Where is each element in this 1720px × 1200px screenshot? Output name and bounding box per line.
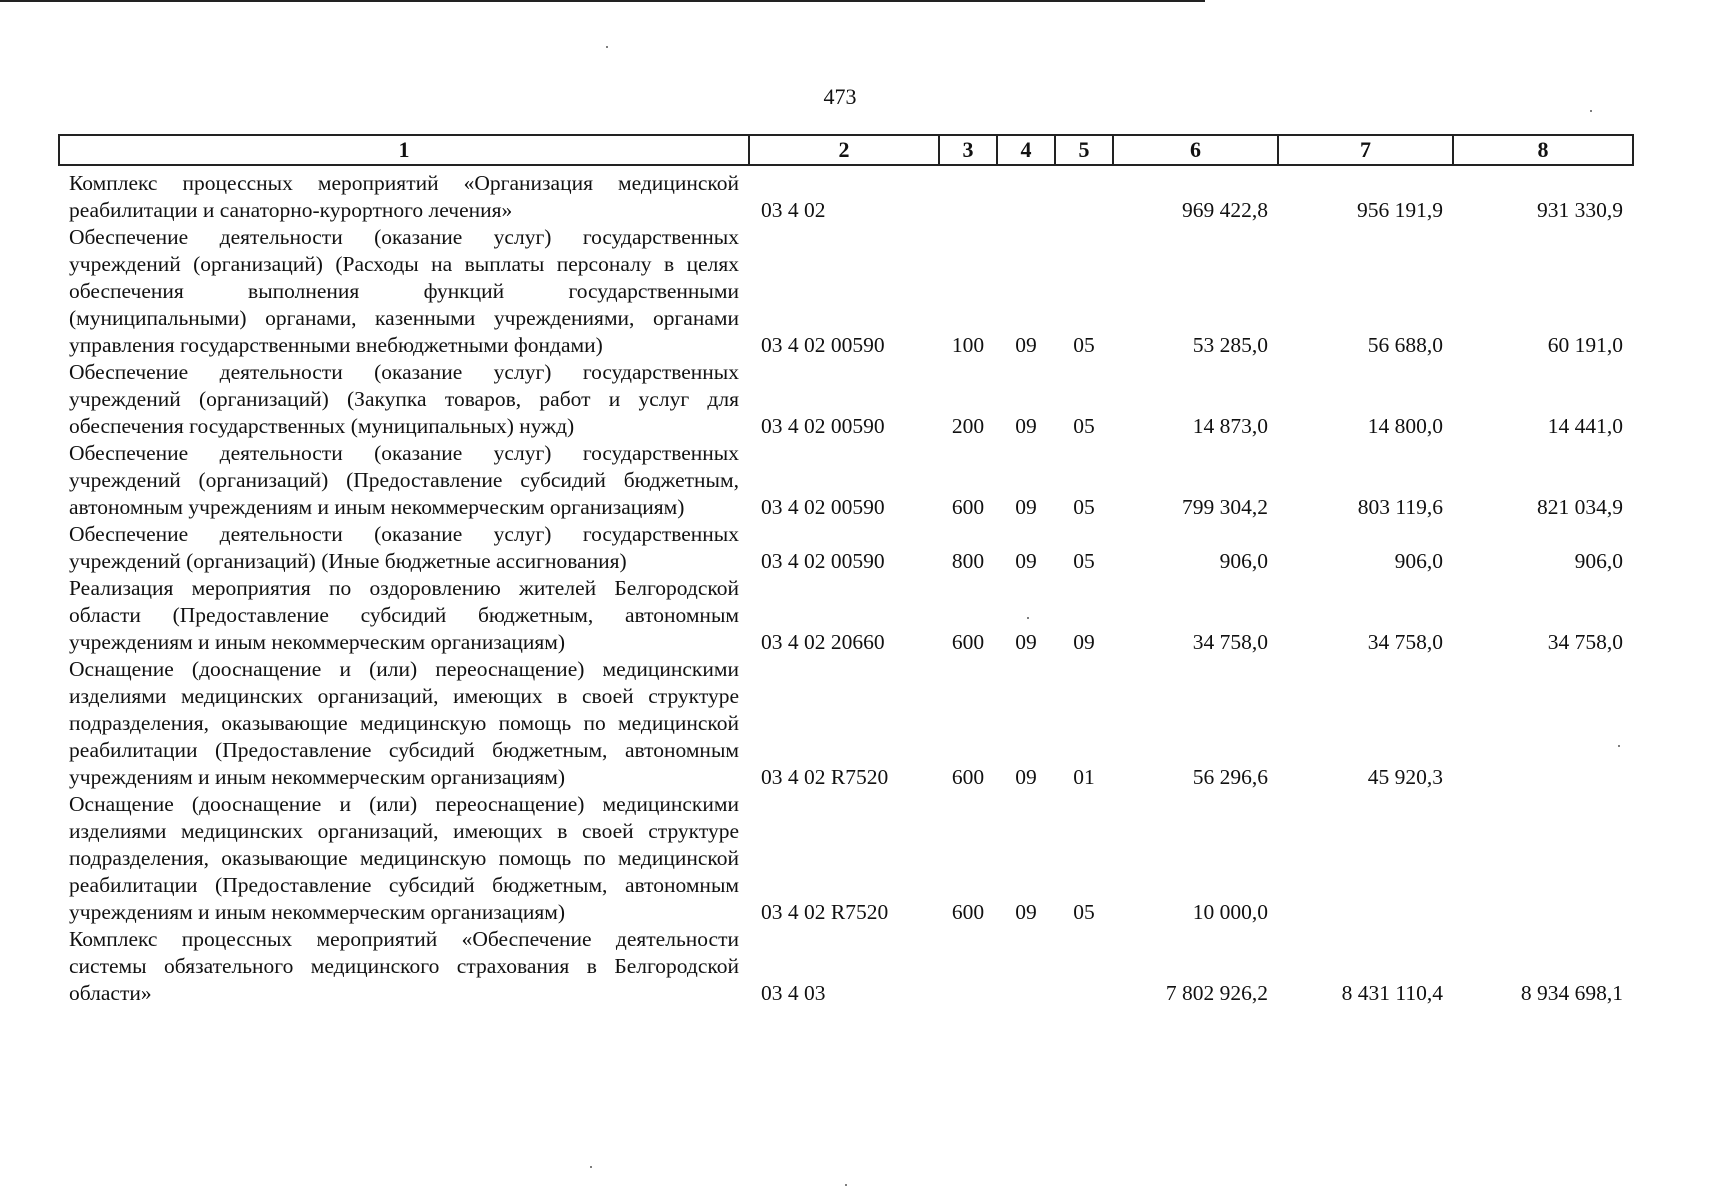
row-code: 03 4 02 00590 <box>761 333 885 357</box>
row-col8: 34 758,0 <box>1547 630 1623 654</box>
row-col6: 799 304,2 <box>1182 495 1268 519</box>
column-header: 5 <box>1055 135 1113 165</box>
row-col5: 01 <box>1073 765 1095 789</box>
row-col7: 906,0 <box>1394 549 1443 573</box>
row-description: Комплекс процессных мероприятий «Организация медицинской реабилитации и санаторно-курортного лечения» <box>69 171 739 222</box>
row-col7: 56 688,0 <box>1367 333 1443 357</box>
scan-speck <box>606 46 608 48</box>
row-col6: 7 802 926,2 <box>1165 981 1268 1005</box>
row-col7: 14 800,0 <box>1367 414 1443 438</box>
table-row <box>59 926 1633 1007</box>
column-header: 8 <box>1453 135 1633 165</box>
row-description: Обеспечение деятельности (оказание услуг) государственных учреждений (организаций) (Иные бюджетные ассигнования) <box>69 522 739 573</box>
row-col6: 14 873,0 <box>1192 414 1268 438</box>
row-code: 03 4 02 00590 <box>761 549 885 573</box>
row-code: 03 4 02 00590 <box>761 495 885 519</box>
row-col6: 56 296,6 <box>1192 765 1268 789</box>
scan-speck <box>1590 110 1592 112</box>
row-col3: 200 <box>951 414 985 438</box>
row-col5: 05 <box>1073 495 1095 519</box>
row-col3: 600 <box>951 630 985 654</box>
column-header: 4 <box>997 135 1055 165</box>
row-col8: 8 934 698,1 <box>1520 981 1623 1005</box>
row-description: Обеспечение деятельности (оказание услуг) государственных учреждений (организаций) (Предоставление субсидий бюджетным, автономным учреждениям и иным некоммерческим организациям) <box>69 441 739 519</box>
row-description: Оснащение (дооснащение и (или) переоснащение) медицинскими изделиями медицинских организаций, имеющих в своей структуре подразделения, оказывающие медицинскую помощь по медицинской реабилитации (Предоставление субсидий бюджетным, автономным учреждениям и иным некоммерческим организациям) <box>69 657 739 789</box>
budget-table <box>58 134 1634 1007</box>
row-col4: 09 <box>1015 495 1037 519</box>
row-col5: 05 <box>1073 549 1095 573</box>
row-col3 <box>939 926 997 1007</box>
row-col3 <box>939 165 997 224</box>
row-col7: 45 920,3 <box>1367 765 1443 789</box>
table-row <box>59 575 1633 656</box>
column-header: 1 <box>59 135 749 165</box>
row-col8: 60 191,0 <box>1547 333 1623 357</box>
row-description: Оснащение (дооснащение и (или) переоснащение) медицинскими изделиями медицинских организаций, имеющих в своей структуре подразделения, оказывающие медицинскую помощь по медицинской реабилитации (Предоставление субсидий бюджетным, автономным учреждениям и иным некоммерческим организациям) <box>69 792 739 924</box>
table-row <box>59 359 1633 440</box>
row-col5: 05 <box>1073 900 1095 924</box>
row-col6: 34 758,0 <box>1192 630 1268 654</box>
row-col7: 34 758,0 <box>1367 630 1443 654</box>
row-col5: 09 <box>1073 630 1095 654</box>
row-col4 <box>997 926 1055 1007</box>
scan-top-rule <box>0 0 1205 2</box>
row-code: 03 4 03 <box>761 981 826 1005</box>
row-col4: 09 <box>1015 765 1037 789</box>
row-col5 <box>1055 165 1113 224</box>
row-col7: 956 191,9 <box>1357 198 1443 222</box>
column-header: 3 <box>939 135 997 165</box>
table-row <box>59 165 1633 224</box>
row-col8: 821 034,9 <box>1537 495 1623 519</box>
row-code: 03 4 02 R7520 <box>761 765 889 789</box>
column-header: 2 <box>749 135 939 165</box>
row-col5 <box>1055 926 1113 1007</box>
row-description: Обеспечение деятельности (оказание услуг) государственных учреждений (организаций) (Расходы на выплаты персоналу в целях обеспечения выполнения функций государственными (муниципальными) органами, казенными учреждениями, органами управления государственными внебюджетными фондами) <box>69 225 739 357</box>
row-col7 <box>1278 791 1453 926</box>
row-col8 <box>1453 791 1633 926</box>
row-col8: 14 441,0 <box>1547 414 1623 438</box>
column-header: 7 <box>1278 135 1453 165</box>
table-row <box>59 791 1633 926</box>
table-row <box>59 656 1633 791</box>
row-col3: 600 <box>951 495 985 519</box>
row-col6: 53 285,0 <box>1192 333 1268 357</box>
row-col4 <box>997 165 1055 224</box>
row-code: 03 4 02 R7520 <box>761 900 889 924</box>
table-row <box>59 521 1633 575</box>
row-description: Комплекс процессных мероприятий «Обеспечение деятельности системы обязательного медицинского страхования в Белгородской области» <box>69 927 739 1005</box>
row-col5: 05 <box>1073 414 1095 438</box>
row-col8: 906,0 <box>1574 549 1623 573</box>
row-col5: 05 <box>1073 333 1095 357</box>
row-col4: 09 <box>1015 549 1037 573</box>
row-col7: 8 431 110,4 <box>1341 981 1443 1005</box>
row-col4: 09 <box>1015 414 1037 438</box>
row-code: 03 4 02 <box>761 198 826 222</box>
scan-speck <box>590 1166 592 1168</box>
row-col4: 09 <box>1015 333 1037 357</box>
row-col4: 09 <box>1015 630 1037 654</box>
row-col3: 100 <box>951 333 985 357</box>
row-code: 03 4 02 00590 <box>761 414 885 438</box>
row-description: Реализация мероприятия по оздоровлению жителей Белгородской области (Предоставление субсидий бюджетным, автономным учреждениям и иным некоммерческим организациям) <box>69 576 739 654</box>
row-col3: 600 <box>951 900 985 924</box>
row-col4: 09 <box>1015 900 1037 924</box>
table-header-row <box>59 135 1633 165</box>
row-col6: 10 000,0 <box>1192 900 1268 924</box>
table-row <box>59 224 1633 359</box>
table-row <box>59 440 1633 521</box>
column-header: 6 <box>1113 135 1278 165</box>
row-col6: 906,0 <box>1219 549 1268 573</box>
row-col3: 800 <box>951 549 985 573</box>
scan-speck <box>845 1184 847 1186</box>
row-code: 03 4 02 20660 <box>761 630 885 654</box>
row-col6: 969 422,8 <box>1182 198 1268 222</box>
row-col3: 600 <box>951 765 985 789</box>
row-col8 <box>1453 656 1633 791</box>
row-description: Обеспечение деятельности (оказание услуг) государственных учреждений (организаций) (Закупка товаров, работ и услуг для обеспечения государственных (муниципальных) нужд) <box>69 360 739 438</box>
row-col8: 931 330,9 <box>1537 198 1623 222</box>
row-col7: 803 119,6 <box>1357 495 1443 519</box>
page-number: 473 <box>823 84 857 109</box>
